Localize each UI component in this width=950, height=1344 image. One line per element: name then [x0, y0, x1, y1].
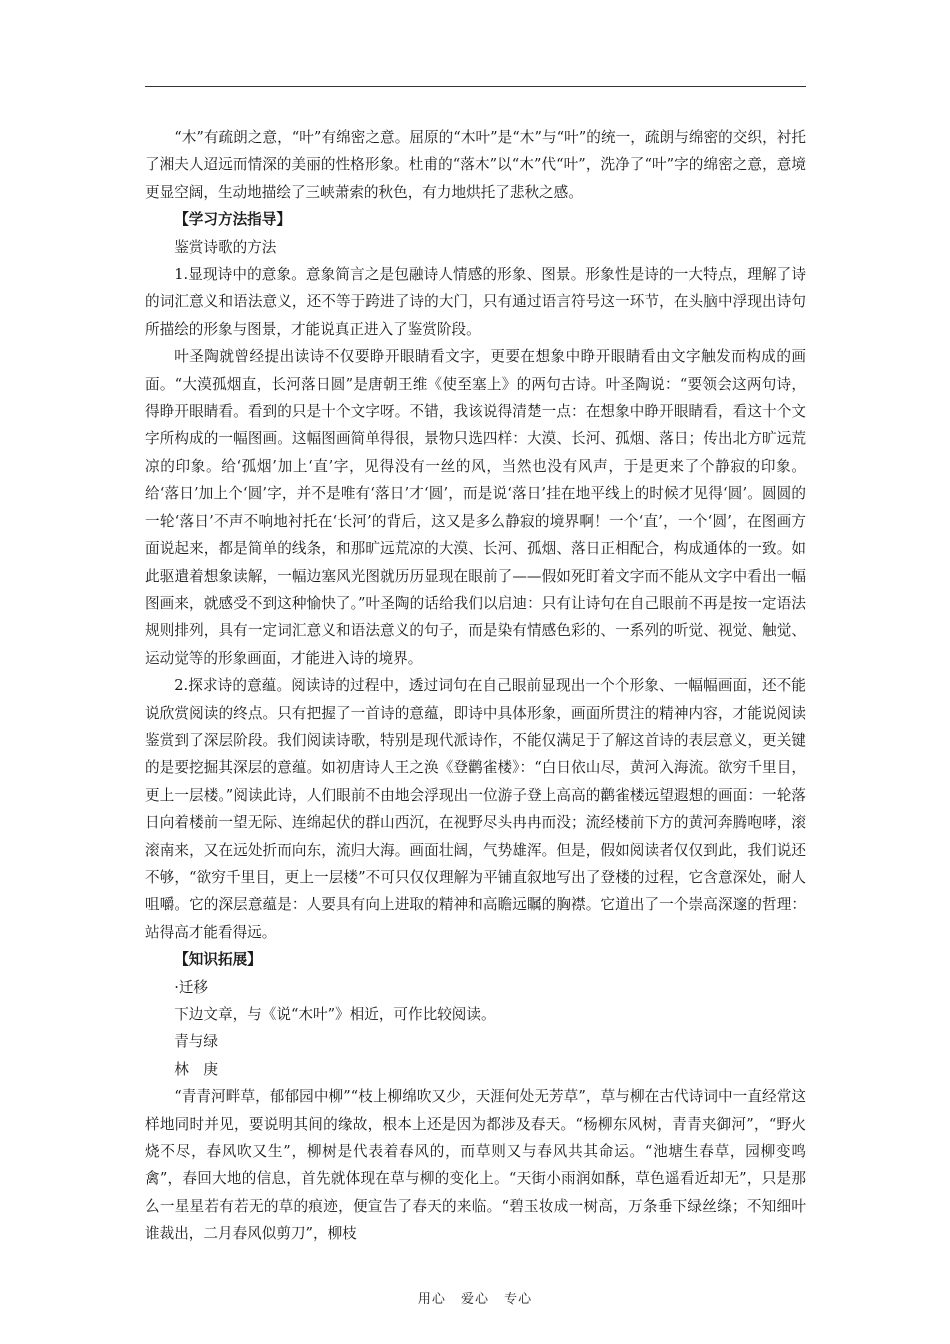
header-rule: [145, 86, 806, 87]
section-heading-knowledge-extension: 【知识拓展】: [174, 951, 262, 969]
footer-word: 用心: [417, 1292, 446, 1307]
article-title: 青与绿: [174, 1033, 218, 1051]
paragraph-meaning: 2.探求诗的意蕴。阅读诗的过程中，透过词句在自己眼前显现出一个个形象、一幅幅画面，还不能说欣赏阅读的终点。只有把握了一首诗的意蕴，即诗中具体形象，画面所贯注的精神内容，才能说阅读鉴赏到了深层阶段。我们阅读诗歌，特别是现代派诗作，不能仅满足于了解这首诗的表层意义，更关键的是要挖掘其深层的意蕴。如初唐诗人王之涣《登鹳雀楼》：“白日依山尽，黄河入海流。欲穷千里目，更上一层楼。”阅读此诗，人们眼前不由地会浮现出一位游子登上高高的鹳雀楼远望遐想的画面：一轮落日向着楼前一望无际、连绵起伏的群山西沉，在视野尽头冉冉而没；流经楼前下方的黄河奔腾咆哮，滚滚南来，又在远处折而向东，流归大海。画面壮阔，气势雄浑。但是，假如阅读者仅仅到此，我们说还不够，“欲穷千里目，更上一层楼”不可只仅仅理解为平铺直叙地写出了登楼的过程，它含意深处，耐人咀嚼。它的深层意蕴是：人要具有向上进取的精神和高瞻远瞩的胸襟。它道出了一个崇高深邃的哲理：站得高才能看得远。: [145, 677, 806, 941]
page-footer: [0, 1288, 950, 1307]
paragraph-green-grass-willow: “青青河畔草，郁郁园中柳”“枝上柳绵吹又少，天涯何处无芳草”，草与柳在古代诗词中一直经常这样地同时并见，要说明其间的缘故，根本上还是因为都涉及春天。“杨柳东风树，青青夹御河”，“野火烧不尽，春风吹又生”，柳树是代表着春风的，而草则又与春风共其命运。“池塘生春草，园柳变鸣禽”，春回大地的信息，首先就体现在草与柳的变化上。“天街小雨润如酥，草色遥看近却无”，只是那么一星星若有若无的草的痕迹，便宣告了春天的来临。“碧玉妆成一树高，万条垂下绿丝绦；不知细叶谁裁出，二月春风似剪刀”，柳枝: [145, 1088, 806, 1243]
section-heading-study-method: 【学习方法指导】: [174, 211, 291, 229]
article-author: 林 庚: [174, 1060, 218, 1078]
footer-word: 专心: [504, 1292, 533, 1307]
bullet-transfer: ·迁移: [174, 978, 209, 996]
paragraph-imagery: 1.显现诗中的意象。意象简言之是包融诗人情感的形象、图景。形象性是诗的一大特点，理解了诗的词汇意义和语法意义，还不等于跨进了诗的大门，只有通过语言符号这一环节，在头脑中浮现出诗句所描绘的形象与图景，才能说真正进入了鉴赏阶段。: [145, 266, 806, 338]
paragraph-ye-shengtao: 叶圣陶就曾经提出读诗不仅要睁开眼睛看文字，更要在想象中睁开眼睛看由文字触发而构成的画面。“大漠孤烟直，长河落日圆”是唐朝王维《使至塞上》的两句古诗。叶圣陶说：“要领会这两句诗，得睁开眼睛看。看到的只是十个文字呀。不错，我该说得清楚一点：在想象中睁开眼睛看，看这十个文字所构成的一幅图画。这幅图画简单得很，景物只选四样：大漠、长河、孤烟、落日；传出北方旷远荒凉的印象。给‘孤烟’加上‘直’字，见得没有一丝的风，当然也没有风声，于是更来了个静寂的印象。给‘落日’加上个‘圆’字，并不是唯有‘落日’才‘圆’，而是说‘落日’挂在地平线上的时候才见得‘圆’。圆圆的一轮‘落日’不声不响地衬托在‘长河’的背后，这又是多么静寂的境界啊！一个‘直’，一个‘圆’，在图画方面说起来，都是简单的线条，和那旷远荒凉的大漠、长河、孤烟、落日正相配合，构成通体的一致。如此驱遣着想象读解，一幅边塞风光图就历历显现在眼前了——假如死盯着文字而不能从文字中看出一幅图画来，就感受不到这种愉快了。”叶圣陶的话给我们以启迪：只有让诗句在自己眼前不再是按一定语法规则排列，具有一定词汇意义和语法意义的句子，而是染有情感色彩的、一系列的听觉、视觉、触觉、运动觉等的形象画面，才能进入诗的境界。: [145, 348, 806, 667]
paragraph-mu-ye: “木”有疏朗之意，“叶”有绵密之意。屈原的“木叶”是“木”与“叶”的统一，疏朗与绵密的交织，衬托了湘夫人迢远而情深的美丽的性格形象。杜甫的“落木”以“木”代“叶”，洗净了“叶”字的绵密之意，意境更显空阔，生动地描绘了三峡萧索的秋色，有力地烘托了悲秋之感。: [145, 129, 806, 201]
subheading-appreciation-method: 鉴赏诗歌的方法: [174, 238, 277, 256]
footer-word: 爱心: [460, 1292, 489, 1307]
paragraph-comparison-note: 下边文章，与《说“木叶”》相近，可作比较阅读。: [174, 1006, 496, 1023]
document-body: [145, 124, 806, 1248]
